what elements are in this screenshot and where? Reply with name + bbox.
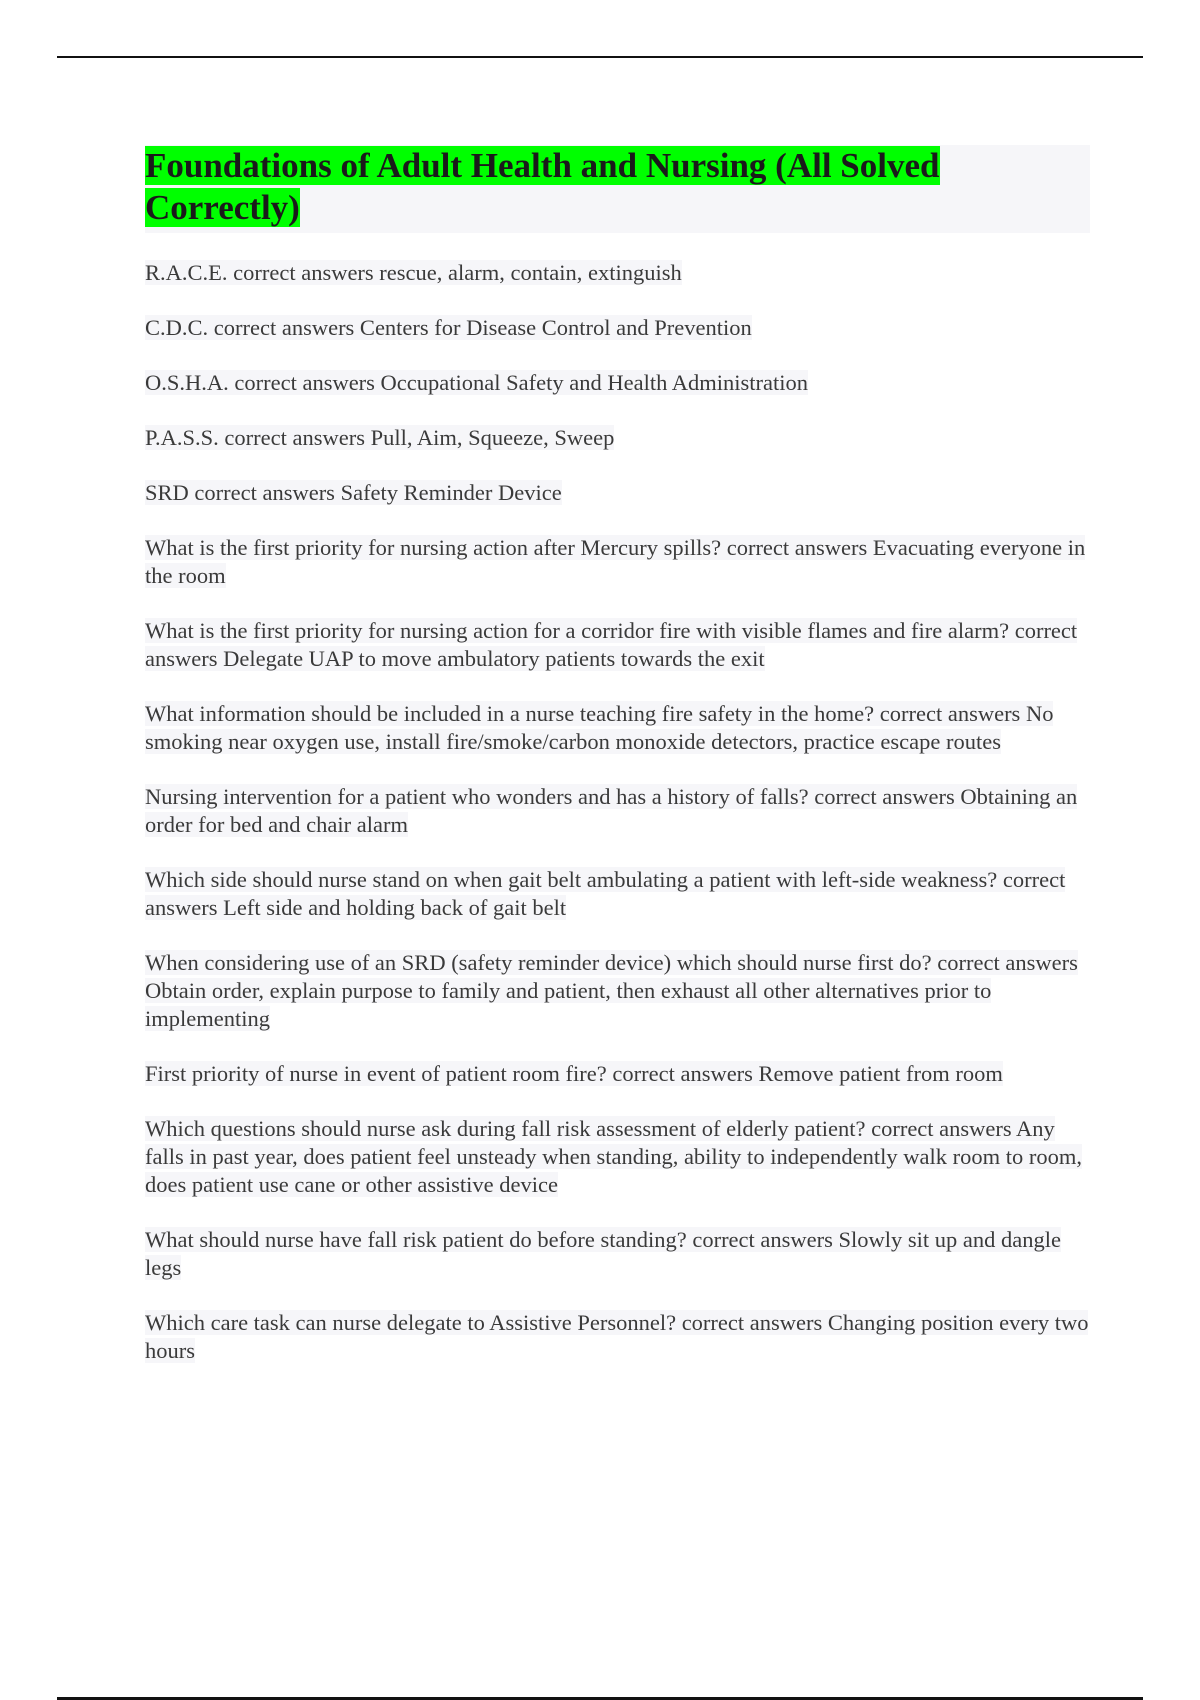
- qa-item: Which questions should nurse ask during fall risk assessment of elderly patient? correct answers Any falls in past year, does patient feel unsteady when standing, ability to independently walk room to room, does patient use cane or other assistive device: [145, 1116, 1083, 1197]
- qa-item: What is the first priority for nursing action for a corridor fire with visible flames and fire alarm? correct answers Delegate UAP to move ambulatory patients towards the exit: [145, 618, 1078, 671]
- qa-item: When considering use of an SRD (safety reminder device) which should nurse first do? correct answers Obtain order, explain purpose to family and patient, then exhaust all other alternatives prior to implementing: [145, 950, 1078, 1031]
- qa-item: O.S.H.A. correct answers Occupational Safety and Health Administration: [145, 370, 808, 395]
- header-rule: [57, 56, 1143, 58]
- qa-item: What should nurse have fall risk patient do before standing? correct answers Slowly sit up and dangle legs: [145, 1227, 1061, 1280]
- qa-item: Which care task can nurse delegate to Assistive Personnel? correct answers Changing position every two hours: [145, 1310, 1089, 1363]
- qa-item: Which side should nurse stand on when gait belt ambulating a patient with left-side weakness? correct answers Left side and holding back of gait belt: [145, 867, 1066, 920]
- document-body: [145, 145, 1090, 1392]
- qa-item: What information should be included in a nurse teaching fire safety in the home? correct answers No smoking near oxygen use, install fire/smoke/carbon monoxide detectors, practice escape routes: [145, 701, 1054, 754]
- qa-item: P.A.S.S. correct answers Pull, Aim, Squeeze, Sweep: [145, 425, 615, 450]
- document-title: [145, 145, 1090, 229]
- document-title-text: Foundations of Adult Health and Nursing (All Solved Correctly): [145, 146, 940, 227]
- title-block: [145, 145, 1090, 233]
- qa-item: Nursing intervention for a patient who wonders and has a history of falls? correct answers Obtaining an order for bed and chair alarm: [145, 784, 1078, 837]
- qa-item: R.A.C.E. correct answers rescue, alarm, contain, extinguish: [145, 260, 682, 285]
- qa-item: SRD correct answers Safety Reminder Device: [145, 480, 562, 505]
- qa-item: What is the first priority for nursing action after Mercury spills? correct answers Evacuating everyone in the room: [145, 535, 1086, 588]
- qa-item: First priority of nurse in event of patient room fire? correct answers Remove patient from room: [145, 1061, 1003, 1086]
- qa-item: C.D.C. correct answers Centers for Disease Control and Prevention: [145, 315, 752, 340]
